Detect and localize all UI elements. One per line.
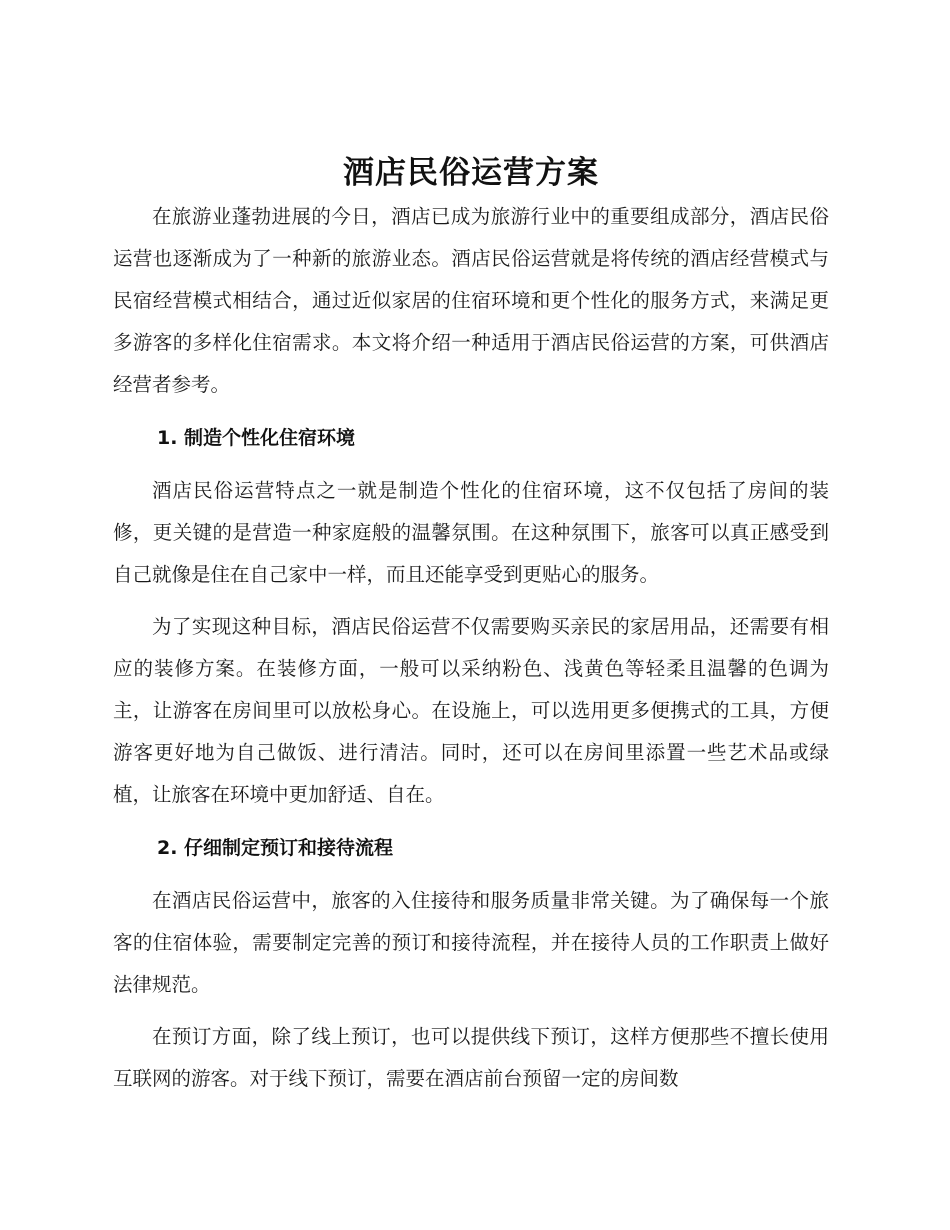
document-body xyxy=(113,148,829,1110)
section-1-paragraph-1: 酒店民俗运营特点之一就是制造个性化的住宿环境，这不仅包括了房间的装修，更关键的是营造一种家庭般的温馨氛围。在这种氛围下，旅客可以真正感受到自己就像是住在自己家中一样，而且还能享受到更贴心的服务。 xyxy=(113,479,829,586)
intro-paragraph: 在旅游业蓬勃进展的今日，酒店已成为旅游行业中的重要组成部分，酒店民俗运营也逐渐成为了一种新的旅游业态。酒店民俗运营就是将传统的酒店经营模式与民宿经营模式相结合，通过近似家居的住宿环境和更个性化的服务方式，来满足更多游客的多样化住宿需求。本文将介绍一种适用于酒店民俗运营的方案，可供酒店经营者参考。 xyxy=(113,205,829,396)
section-heading-2: 2. 仔细制定预订和接待流程 xyxy=(157,837,394,859)
section-heading-1: 1. 制造个性化住宿环境 xyxy=(157,427,356,449)
document-title: 酒店民俗运营方案 xyxy=(343,155,599,191)
section-2-paragraph-2: 在预订方面，除了线上预订，也可以提供线下预订，这样方便那些不擅长使用互联网的游客。对于线下预订，需要在酒店前台预留一定的房间数 xyxy=(113,1025,829,1090)
section-2-paragraph-1: 在酒店民俗运营中，旅客的入住接待和服务质量非常关键。为了确保每一个旅客的住宿体验，需要制定完善的预订和接待流程，并在接待人员的工作职责上做好法律规范。 xyxy=(113,889,829,996)
section-1-paragraph-2: 为了实现这种目标，酒店民俗运营不仅需要购买亲民的家居用品，还需要有相应的装修方案。在装修方面，一般可以采纳粉色、浅黄色等轻柔且温馨的色调为主，让游客在房间里可以放松身心。在设施上，可以选用更多便携式的工具，方便游客更好地为自己做饭、进行清洁。同时，还可以在房间里添置一些艺术品或绿植，让旅客在环境中更加舒适、自在。 xyxy=(113,615,829,806)
